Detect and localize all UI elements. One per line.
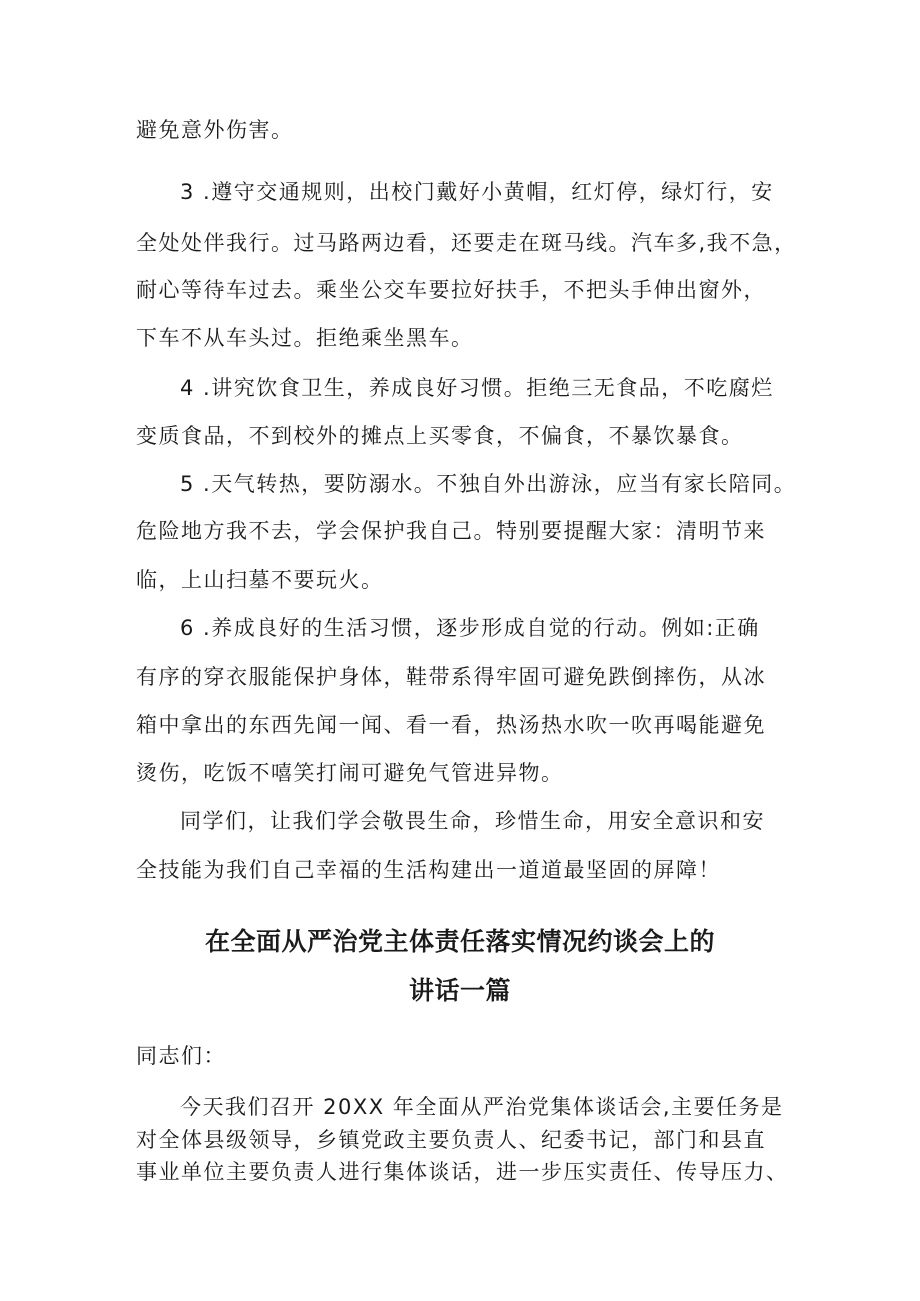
list-item-4-line-1: 4 .讲究饮食卫生，养成良好习惯。拒绝三无食品，不吃腐烂 bbox=[180, 376, 774, 400]
list-item-5-line-2: 危险地方我不去，学会保护我自己。特别要提醒大家：清明节来 bbox=[136, 519, 766, 543]
body-line-2: 对全体县级领导，乡镇党政主要负责人、纪委书记，部门和县直 bbox=[136, 1128, 766, 1152]
article-title-line-2: 讲话一篇 bbox=[408, 976, 511, 1005]
list-item-3-line-2: 全处处伴我行。过马路两边看，还要走在斑马线。汽车多,我不急， bbox=[136, 231, 797, 255]
list-item-6-line-4: 烫伤，吃饭不嘻笑打闹可避免气管进异物。 bbox=[136, 761, 564, 785]
list-item-6-line-2: 有序的穿衣服能保护身体，鞋带系得牢固可避免跌倒摔伤，从冰 bbox=[136, 665, 766, 689]
list-item-3-line-1: 3 .遵守交通规则，出校门戴好小黄帽，红灯停，绿灯行，安 bbox=[180, 180, 774, 204]
list-item-3-line-3: 耐心等待车过去。乘坐公交车要拉好扶手，不把头手伸出窗外， bbox=[136, 278, 766, 302]
body-line-1: 今天我们召开 20XX 年全面从严治党集体谈话会,主要任务是 bbox=[180, 1095, 784, 1119]
list-item-5-line-3: 临，上山扫墓不要玩火。 bbox=[136, 568, 384, 592]
salutation: 同志们： bbox=[136, 1044, 226, 1068]
body-line-3: 事业单位主要负责人进行集体谈话，进一步压实责任、传导压力、 bbox=[136, 1160, 789, 1184]
closing-line-1: 同学们，让我们学会敬畏生命，珍惜生命，用安全意识和安 bbox=[180, 809, 765, 833]
article-title-line-1: 在全面从严治党主体责任落实情况约谈会上的 bbox=[204, 927, 715, 956]
list-item-6-line-1: 6 .养成良好的生活习惯，逐步形成自觉的行动。例如:正确 bbox=[180, 616, 760, 640]
continuation-line: 避免意外伤害。 bbox=[136, 118, 294, 142]
list-item-5-line-1: 5 .天气转热，要防溺水。不独自外出游泳，应当有家长陪同。 bbox=[180, 472, 797, 496]
list-item-4-line-2: 变质食品，不到校外的摊点上买零食，不偏食，不暴饮暴食。 bbox=[136, 424, 744, 448]
closing-line-2: 全技能为我们自己幸福的生活构建出一道道最坚固的屏障！ bbox=[136, 858, 721, 882]
list-item-6-line-3: 箱中拿出的东西先闻一闻、看一看，热汤热水吹一吹再喝能避免 bbox=[136, 713, 766, 737]
list-item-3-line-4: 下车不从车头过。拒绝乘坐黑车。 bbox=[136, 326, 474, 350]
